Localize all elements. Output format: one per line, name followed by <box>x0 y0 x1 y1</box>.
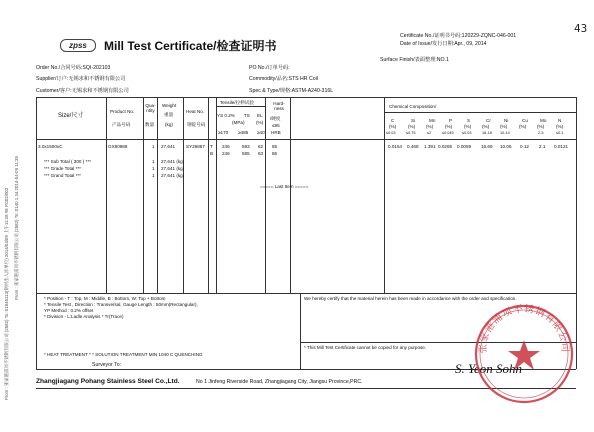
row-chemistry <box>386 144 576 152</box>
header-product-no-cn: 产品号码 <box>112 122 131 127</box>
company-seal <box>470 300 578 408</box>
company-address: No 1 Jinfeng Riverside Road, Zhangjiagang City, Jiangsu Province,PRC. <box>196 379 363 385</box>
chem-value: 0.0121 <box>554 144 569 149</box>
chem-element: N <box>558 118 562 123</box>
chem-unit: (%) <box>408 124 416 129</box>
col-sep <box>384 97 385 293</box>
document-title: Mill Test Certificate/检查证明书 <box>104 39 277 53</box>
date-of-issue: Date of Issue/发行日期:Apr., 09, 2014 <box>400 41 487 47</box>
certify-statement: We hereby certify that the material herein has been made in accordance with the order and specification. <box>304 296 517 301</box>
row-ts-t: 593 <box>242 144 250 149</box>
col-sep <box>106 97 107 293</box>
header-hardness-max: ≤95 <box>272 123 280 128</box>
chem-limit: ≤0.1 <box>556 131 564 135</box>
row-el-t: 62 <box>258 144 264 149</box>
spec-type: Spec & Type/规格:ASTM-A240-316L <box>249 88 334 94</box>
sub-total-label: *** Sub Total ( 300 ) *** <box>44 159 91 164</box>
company-name: Zhangjiagang Pohang Stainless Steel Co.,Ltd. <box>36 378 180 385</box>
rule-tensile-split <box>216 106 265 107</box>
chem-value: 2.1 <box>539 144 546 149</box>
chem-value: 0.0154 <box>388 144 403 149</box>
chem-unit: (%) <box>537 124 545 129</box>
grade-total-weight: 27,641 (kg) <box>161 166 185 171</box>
note-yp-method: YP Method : 0.2% offset <box>44 308 94 313</box>
col-sep <box>183 97 184 293</box>
supplier: Supplier/订户:无锡求和不锈钢有限公司 <box>36 76 126 82</box>
po-number: PO No./订单号码: <box>249 65 290 71</box>
chem-value: 1.391 <box>424 144 436 149</box>
row-position-b: B <box>210 151 214 156</box>
row-ys-b: 246 <box>222 151 230 156</box>
grand-total-qty: 1 <box>152 173 155 178</box>
header-weight: Weight <box>162 103 177 108</box>
chem-element: S <box>467 118 471 123</box>
row-weight: 27,641 <box>161 144 176 149</box>
rule-header-bottom <box>36 139 576 140</box>
customer: Customer/客户:无锡求和不锈钢有限公司 <box>36 88 129 94</box>
chem-limit: ≤0.03 <box>462 131 472 135</box>
chem-limit: ≤0.045 <box>442 131 454 135</box>
chem-unit: (%) <box>482 124 490 129</box>
col-sep <box>216 97 217 293</box>
sub-total-weight: 27,641 (kg) <box>161 159 185 164</box>
rule-body-bottom <box>36 293 576 294</box>
heat-treatment: * HEAT TREATMENT * * SOLUTION TREATMENT MIN 1040 C QUENCHING <box>44 352 203 357</box>
col-sep <box>157 97 158 293</box>
surveyor-label: Surveyor To: <box>92 362 122 368</box>
header-ys: YS 0.2% <box>217 113 235 118</box>
chem-limit: ≤2 <box>427 131 432 135</box>
sub-total-qty: 1 <box>152 159 155 164</box>
commodity: Commodity/品名:STS HR Coil <box>249 76 318 82</box>
chem-element: C <box>391 118 395 123</box>
last-item-marker: ===== Last Item ===== <box>260 184 309 189</box>
row-ys-t: 246 <box>222 144 230 149</box>
fax-header-right: From : 张家港浦项不锈钢有限公司 (2582) To: 0140 1 34 2014-04-09 11:35 <box>14 156 19 300</box>
header-weight-cn: 重量 <box>164 112 174 117</box>
note-position: * Position - T : Top, M : Middle, B : Bottom, W: Top + Bottom <box>44 296 166 301</box>
grade-total-label: *** Grade Total *** <box>44 166 81 171</box>
note-tensile: * Tensile Test , Direction : Transversal, Gauge Length : 50mm(Rectangular), <box>44 302 198 307</box>
chem-limit: 10-14 <box>500 131 510 135</box>
row-size: 3.0x1500xC <box>38 144 63 149</box>
col-sep <box>265 97 266 293</box>
header-ts: TS <box>244 113 250 118</box>
header-hardness: Hard-ness <box>273 101 285 112</box>
header-el: EL <box>257 113 263 118</box>
row-hrb-t: 85 <box>272 144 278 149</box>
header-el-min: ≥40 <box>257 130 265 135</box>
chem-element: Si <box>411 118 416 123</box>
note-division: * Division - L:Ladle Analysis * Tr(Trace) <box>44 314 124 319</box>
header-hardness-cn: /硬度 <box>270 116 281 121</box>
chem-value: 16.69 <box>481 144 493 149</box>
header-mpa: (MPa) <box>232 120 245 125</box>
rule-footer-split <box>300 293 301 369</box>
grade-total-qty: 1 <box>152 166 155 171</box>
chem-value: 0.468 <box>407 144 419 149</box>
header-quantity-cn: 数量 <box>145 122 155 127</box>
chem-unit: (%) <box>445 124 453 129</box>
copy-restriction: * This Mill Test Certificate cannot be copied for any purpose. <box>304 345 427 350</box>
chem-value: 10.06 <box>500 144 512 149</box>
col-sep <box>290 97 291 293</box>
order-number: Order No./合同号码:SQI-202103 <box>36 65 111 71</box>
header-weight-unit: (kg) <box>165 122 173 127</box>
col-sep <box>143 97 144 293</box>
row-hrb-b: 86 <box>272 151 278 156</box>
header-product-no: Product No. <box>110 109 135 114</box>
header-heat-no: Heat No. <box>186 109 205 114</box>
row-quantity: 1 <box>152 144 155 149</box>
row-position-t: T <box>210 144 213 149</box>
row-el-b: 63 <box>258 151 264 156</box>
header-hardness-unit: HRB <box>271 130 281 135</box>
chem-element: Cr <box>486 118 491 123</box>
chem-unit: (%) <box>389 124 397 129</box>
row-ts-b: 585 <box>242 151 250 156</box>
rule-chem-split <box>384 112 576 113</box>
certificate-number: Certificate No./证明书号码:120229-ZQNC-046-001 <box>400 33 517 39</box>
company-logo: zpss <box>60 39 96 52</box>
chem-unit: (%) <box>519 124 527 129</box>
grand-total-label: *** Grand Total *** <box>44 173 81 178</box>
chem-limit: 2-3 <box>538 131 544 135</box>
chem-unit: (%) <box>426 124 434 129</box>
chem-element: Cu <box>522 118 528 123</box>
header-ts-min: ≥485 <box>238 130 249 135</box>
surface-finish: Surface Finish/表面整理:NO.1 <box>380 57 449 63</box>
chem-element-headers <box>386 115 576 139</box>
grand-total-weight: 27,641 (kg) <box>161 173 185 178</box>
chem-limit: 16-18 <box>482 131 492 135</box>
chem-unit: (%) <box>464 124 472 129</box>
chem-unit: (%) <box>500 124 508 129</box>
chem-value: 0.12 <box>520 144 529 149</box>
header-heat-no-cn: 钢锭号码 <box>187 122 206 127</box>
header-ys-min: ≥170 <box>218 130 229 135</box>
chem-element: Mn <box>429 118 436 123</box>
rule-left <box>36 97 37 369</box>
chem-value: 0.0265 <box>438 144 453 149</box>
header-tensile: Tensile/拉伸试验 <box>220 100 254 105</box>
svg-text:张家港浦项不锈钢有限公司: 张家港浦项不锈钢有限公司 <box>477 303 571 354</box>
chem-value: 0.0059 <box>457 144 472 149</box>
header-pct: (%) <box>256 120 264 125</box>
signature: S. Yeon Sohn <box>455 361 523 376</box>
chem-element: Mo <box>540 118 547 123</box>
header-size: Size/尺寸 <box>58 113 84 119</box>
rule-top <box>36 97 576 98</box>
chem-limit: ≤0.03 <box>386 131 396 135</box>
page-number: 43 <box>574 22 588 35</box>
chem-element: P <box>449 118 453 123</box>
chem-unit: (%) <box>556 124 564 129</box>
chem-limit: ≤0.75 <box>406 131 416 135</box>
row-heat-no: SY29867 <box>186 144 205 149</box>
header-quantity: Qua-ntity <box>145 103 156 114</box>
chem-element: Ni <box>504 118 509 123</box>
row-product-no: GX80988 <box>108 144 128 149</box>
col-sep <box>208 97 209 293</box>
header-chemical: Chemical Composition/ <box>389 104 437 109</box>
fax-header-left: From : 张家港浦项不锈钢有限公司 (2582) To: 01845113(钢材出入库单位) 2014/04/09 上午11:28 #8 P.002/002 <box>4 187 9 400</box>
